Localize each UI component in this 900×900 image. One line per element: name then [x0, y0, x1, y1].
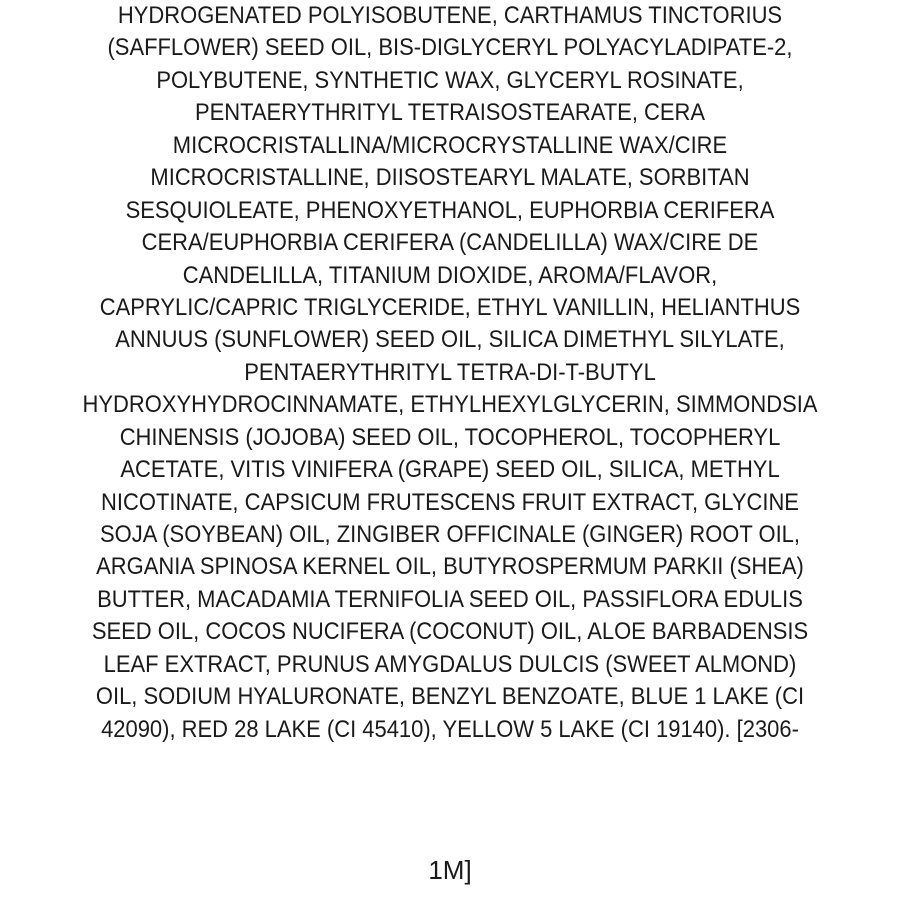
ingredients-line: OIL, SODIUM HYALURONATE, BENZYL BENZOATE, BLUE 1 LAKE (CI	[95, 683, 805, 711]
ingredients-line: ANNUUS (SUNFLOWER) SEED OIL, SILICA DIMETHYL SILYLATE,	[115, 326, 785, 354]
ingredients-line: CHINENSIS (JOJOBA) SEED OIL, TOCOPHEROL, TOCOPHERYL	[119, 423, 781, 451]
ingredients-line: HYDROXYHYDROCINNAMATE, ETHYLHEXYLGLYCERIN, SIMMONDSIA	[82, 391, 818, 419]
ingredients-line: CAPRYLIC/CAPRIC TRIGLYCERIDE, ETHYL VANILLIN, HELIANTHUS	[99, 293, 801, 321]
ingredients-line: LEAF EXTRACT, PRUNUS AMYGDALUS DULCIS (SWEET ALMOND)	[103, 650, 797, 678]
ingredients-line: BUTTER, MACADAMIA TERNIFOLIA SEED OIL, PASSIFLORA EDULIS	[97, 585, 803, 613]
ingredients-line: MICROCRISTALLINE, DIISOSTEARYL MALATE, SORBITAN	[150, 164, 750, 192]
ingredients-line: CANDELILLA, TITANIUM DIOXIDE, AROMA/FLAVOR,	[182, 261, 718, 289]
ingredients-line: CERA/EUPHORBIA CERIFERA (CANDELILLA) WAX/CIRE DE	[141, 229, 759, 257]
ingredients-line: ACETATE, VITIS VINIFERA (GRAPE) SEED OIL, SILICA, METHYL	[120, 456, 780, 484]
ingredients-line: HYDROGENATED POLYISOBUTENE, CARTHAMUS TINCTORIUS	[117, 2, 783, 29]
ingredients-line: POLYBUTENE, SYNTHETIC WAX, GLYCERYL ROSINATE,	[156, 66, 744, 94]
ingredients-line: ARGANIA SPINOSA KERNEL OIL, BUTYROSPERMUM PARKII (SHEA)	[96, 553, 804, 581]
batch-code-fragment: 1M]	[428, 855, 472, 885]
ingredients-line: PENTAERYTHRITYL TETRAISOSTEARATE, CERA	[194, 99, 706, 127]
ingredients-line: MICROCRISTALLINA/MICROCRYSTALLINE WAX/CIRE	[172, 131, 728, 159]
ingredients-line: (SAFFLOWER) SEED OIL, BIS-DIGLYCERYL POLYACYLADIPATE-2,	[107, 34, 793, 62]
ingredients-line: NICOTINATE, CAPSICUM FRUTESCENS FRUIT EXTRACT, GLYCINE	[101, 488, 799, 516]
ingredients-line: PENTAERYTHRITYL TETRA-DI-T-BUTYL	[244, 358, 656, 386]
ingredients-line: 42090), RED 28 LAKE (CI 45410), YELLOW 5 LAKE (CI 19140). [2306-	[101, 715, 799, 743]
ingredients-line: SESQUIOLEATE, PHENOXYETHANOL, EUPHORBIA CERIFERA	[125, 196, 775, 224]
ingredients-line: SEED OIL, COCOS NUCIFERA (COCONUT) OIL, ALOE BARBADENSIS	[91, 618, 809, 646]
ingredients-line: SOJA (SOYBEAN) OIL, ZINGIBER OFFICINALE (GINGER) ROOT OIL,	[99, 521, 800, 548]
